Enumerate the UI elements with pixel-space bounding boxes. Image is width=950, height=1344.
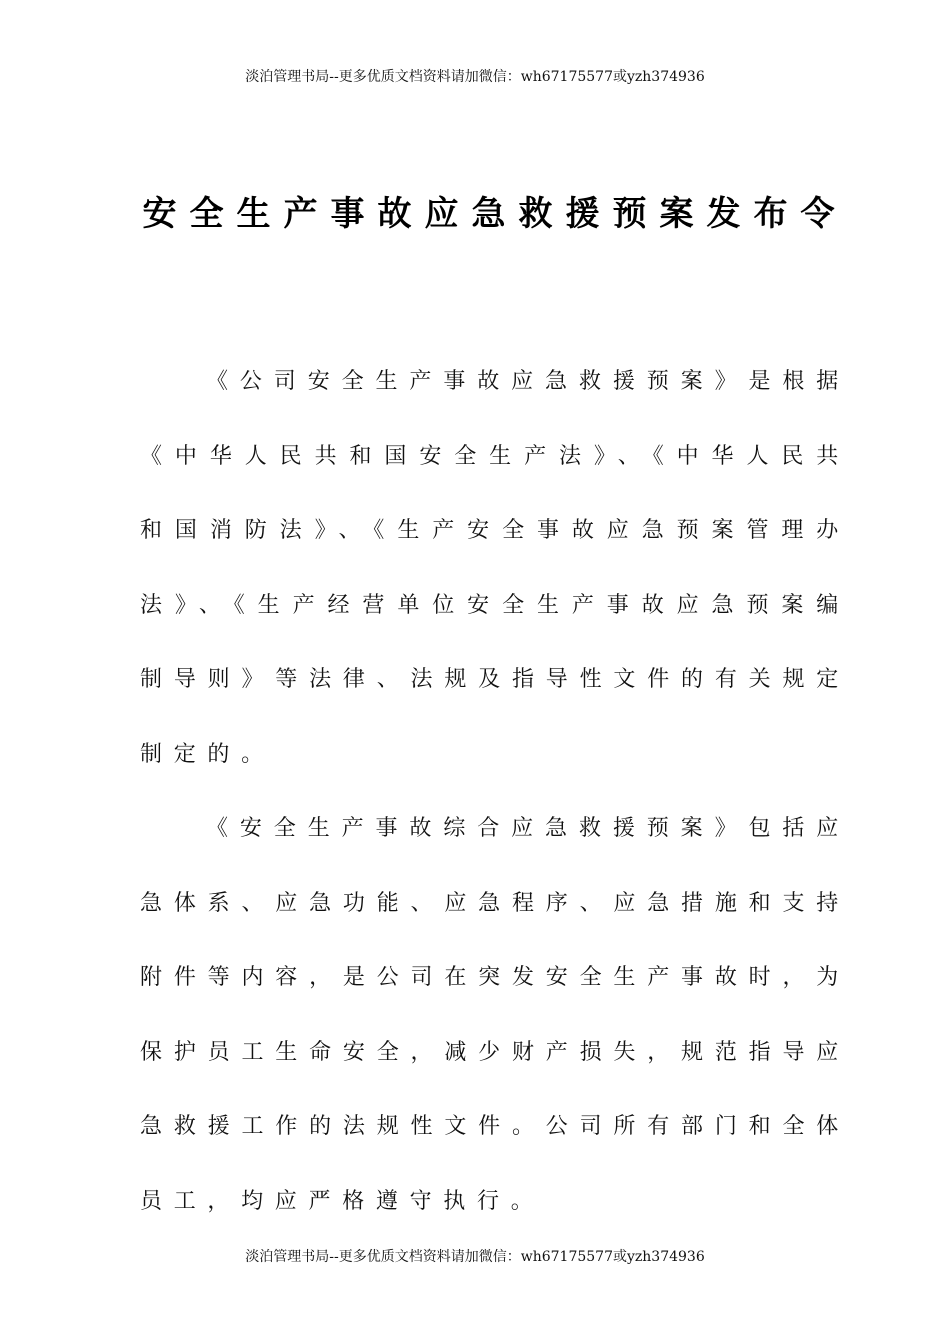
paragraph-basis: 《公司安全生产事故应急救援预案》是根据《中华人民共和国安全生产法》、《中华人民共和国消防法》、《生产安全事故应急预案管理办法》、《生产经营单位安全生产事故应急预案编制导则》等法律、法规及指导性文件的有关规定制定的。	[140, 369, 850, 767]
document-body	[140, 345, 850, 1239]
paragraph-scope: 《安全生产事故综合应急救援预案》包括应急体系、应急功能、应急程序、应急措施和支持附件等内容，是公司在突发安全生产事故时，为保护员工生命安全，减少财产损失，规范指导应急救援工作的法规性文件。公司所有部门和全体员工，均应严格遵守执行。	[140, 816, 850, 1214]
page-footer: 淡泊管理书局--更多优质文档资料请加微信：wh67175577或yzh374936	[245, 1249, 705, 1265]
page-header: 淡泊管理书局--更多优质文档资料请加微信：wh67175577或yzh374936	[245, 69, 705, 85]
document-title: 安全生产事故应急救援预案发布令	[142, 194, 848, 234]
